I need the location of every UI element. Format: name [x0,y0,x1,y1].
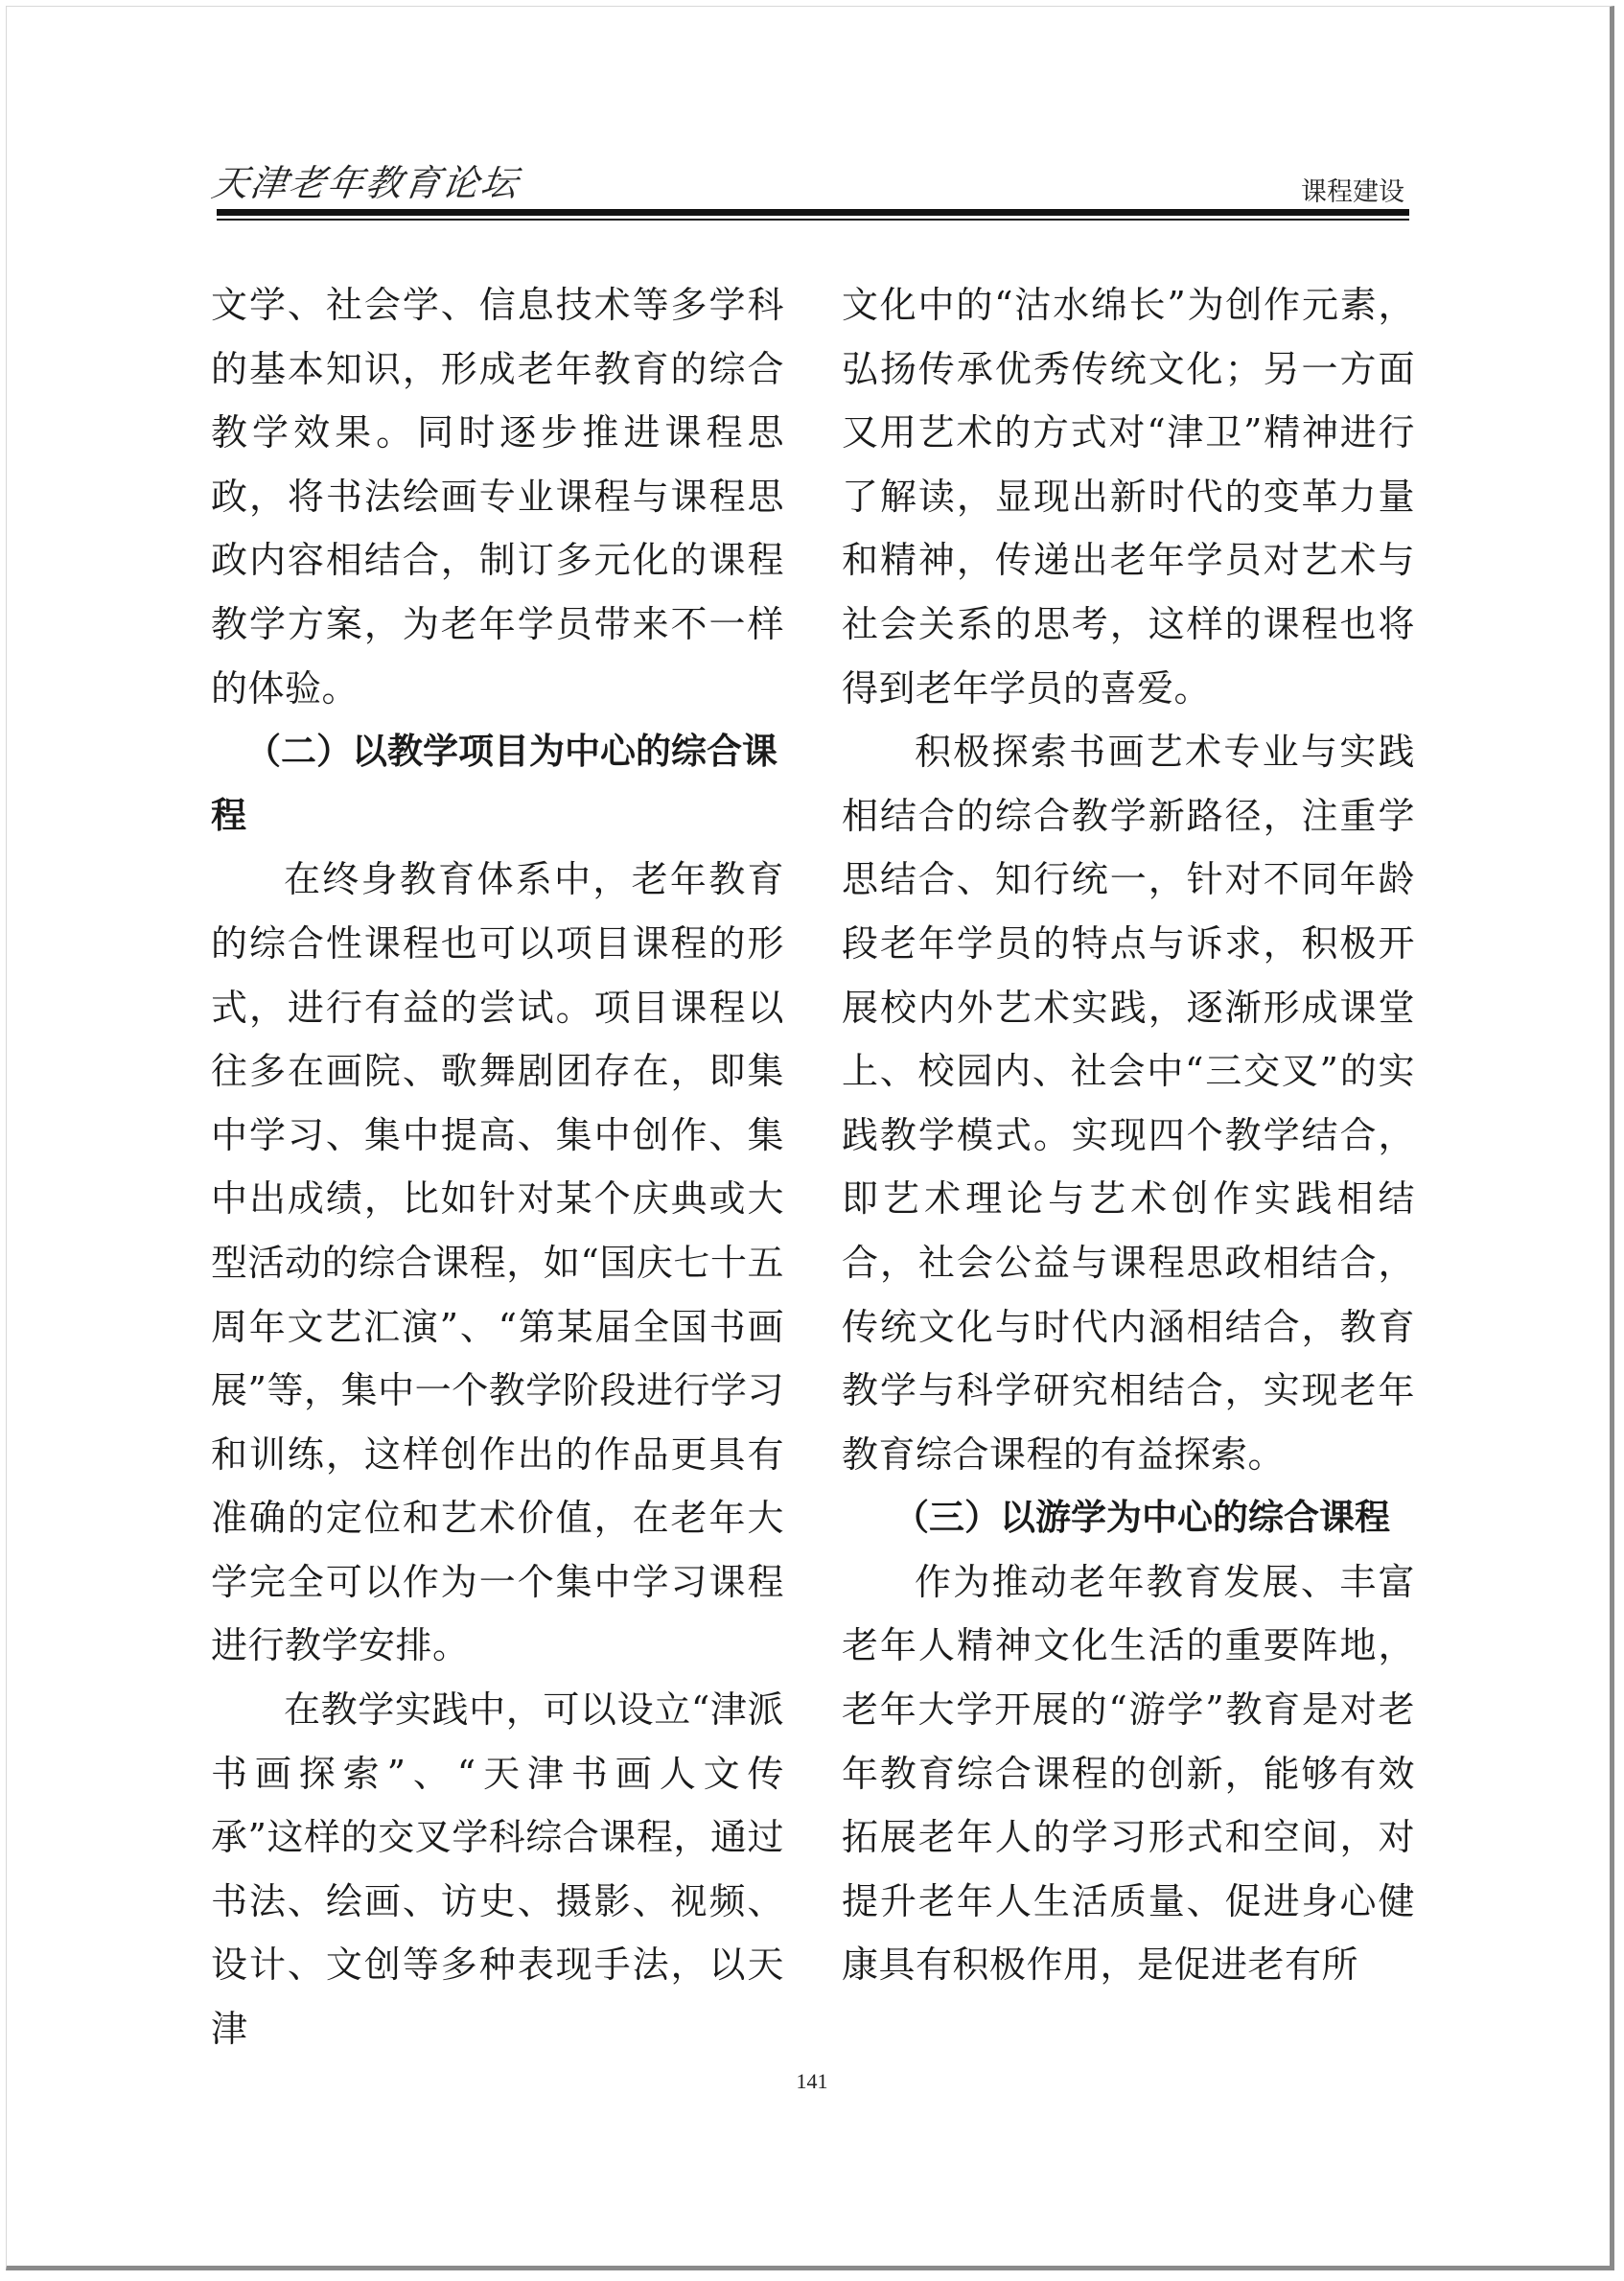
paragraph: 在教学实践中，可以设立“津派书画探索”、“天津书画人文传承”这样的交叉学科综合课程，通过书法、绘画、访史、摄影、视频、设计、文创等多种表现手法，以天津 [211,1688,784,2051]
section-heading: （二）以教学项目为中心的综合课程 [211,731,777,836]
paragraph: 作为推动老年教育发展、丰富老年人精神文化生活的重要阵地，老年大学开展的“游学”教育是对老年教育综合课程的创新，能够有效拓展老年人的学习形式和空间，对提升老年人生活质量、促进身心健康具有积极作用，是促进老有所 [842,1560,1415,1987]
paragraph: 文化中的“沽水绵长”为创作元素，弘扬传承优秀传统文化；另一方面又用艺术的方式对“津卫”精神进行了解读，显现出新时代的变革力量和精神，传递出老年学员对艺术与社会关系的思考，这样的课程也将得到老年学员的喜爱。 [842,284,1415,710]
header-rule-thin [217,219,1409,221]
right-column [842,273,1415,1997]
header-rule [217,209,1409,216]
section-title: 课程建设 [1301,177,1404,207]
paragraph: 在终身教育体系中，老年教育的综合性课程也可以项目课程的形式，进行有益的尝试。项目课程以往多在画院、歌舞剧团存在，即集中学习、集中提高、集中创作、集中出成绩，比如针对某个庆典或大型活动的综合课程，如“国庆七十五周年文艺汇演”、“第某届全国书画展”等，集中一个教学阶段进行学习和训练，这样创作出的作品更具有准确的定位和艺术价值，在老年大学完全可以作为一个集中学习课程进行教学安排。 [211,858,784,1667]
left-column [211,273,784,2061]
paragraph: 积极探索书画艺术专业与实践相结合的综合教学新路径，注重学思结合、知行统一，针对不同年龄段老年学员的特点与诉求，积极开展校内外艺术实践，逐渐形成课堂上、校园内、社会中“三交叉”的实践教学模式。实现四个教学结合，即艺术理论与艺术创作实践相结合，社会公益与课程思政相结合，传统文化与时代内涵相结合，教育教学与科学研究相结合，实现老年教育综合课程的有益探索。 [842,731,1415,1476]
journal-logo: 天津老年教育论坛 [209,162,522,204]
paragraph: 文学、社会学、信息技术等多学科的基本知识，形成老年教育的综合教学效果。同时逐步推进课程思政，将书法绘画专业课程与课程思政内容相结合，制订多元化的课程教学方案，为老年学员带来不一样的体验。 [211,284,784,710]
page-number: 141 [796,2069,828,2093]
section-heading: （三）以游学为中心的综合课程 [893,1497,1390,1539]
